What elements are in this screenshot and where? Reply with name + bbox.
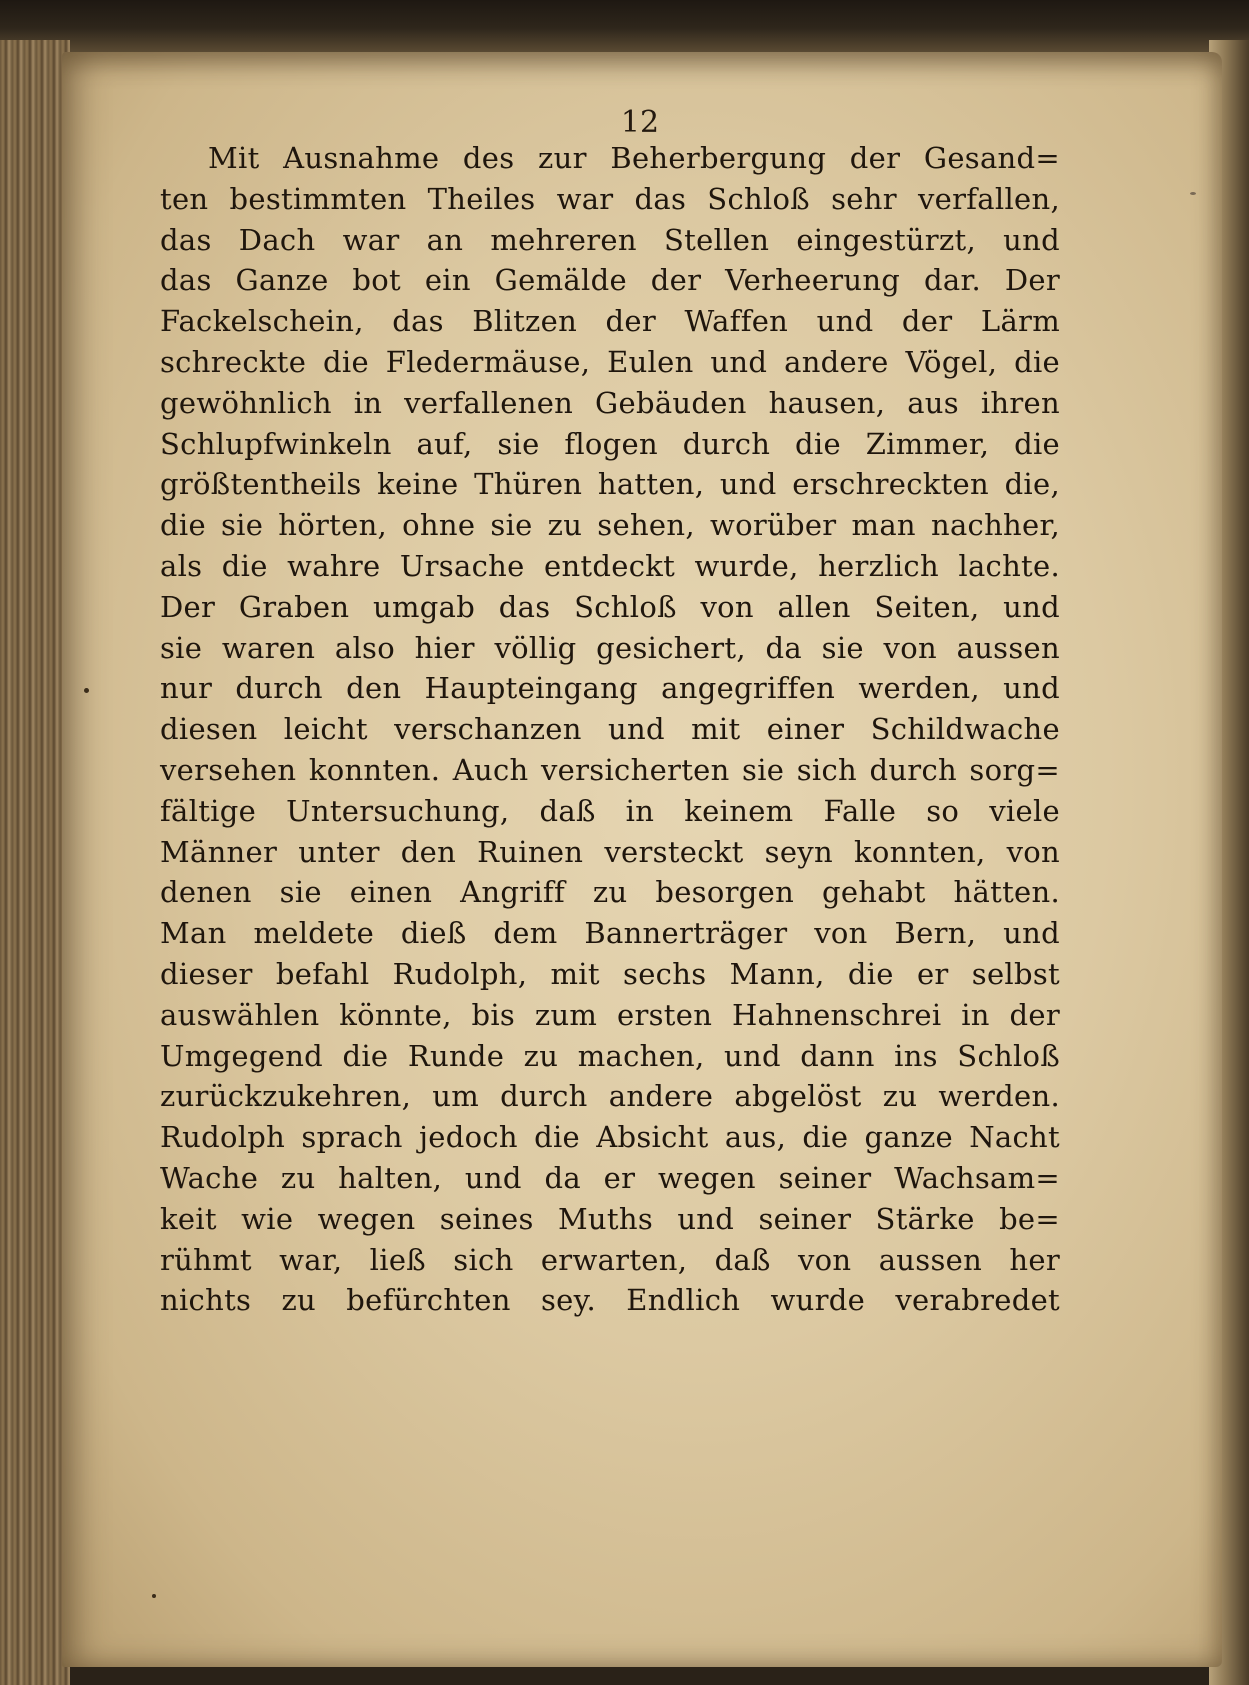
paper-speck <box>84 688 89 693</box>
text-line: denen sie einen Angriff zu besorgen gehabt hätten. <box>160 875 1060 910</box>
text-line: ten bestimmten Theiles war das Schloß sehr verfallen, <box>160 181 1060 216</box>
text-line: nur durch den Haupteingang angegriffen werden, und <box>160 671 1060 706</box>
text-line: dieser befahl Rudolph, mit sechs Mann, die er selbst <box>160 956 1060 991</box>
text-line: zurückzukehren, um durch andere abgelöst zu werden. <box>160 1079 1060 1114</box>
text-line: Man meldete dieß dem Bannerträger von Bern, und <box>160 916 1060 951</box>
text-line: Der Graben umgab das Schloß von allen Seiten, und <box>160 589 1060 624</box>
text-line: Umgegend die Runde zu machen, und dann ins Schloß <box>160 1038 1060 1073</box>
text-line: nichts zu befürchten sey. Endlich wurde verabredet <box>160 1283 1060 1318</box>
text-line: keit wie wegen seines Muths und seiner Stärke be= <box>160 1201 1060 1236</box>
body-text <box>160 138 1060 1321</box>
text-line: Männer unter den Ruinen versteckt seyn konnten, von <box>160 834 1060 869</box>
text-line: auswählen könnte, bis zum ersten Hahnenschrei in der <box>160 997 1060 1032</box>
text-line: sie waren also hier völlig gesichert, da sie von aussen <box>160 630 1060 665</box>
paper-speck <box>1190 192 1196 195</box>
text-line: das Dach war an mehreren Stellen eingestürzt, und <box>160 222 1060 257</box>
text-line: Mit Ausnahme des zur Beherbergung der Gesand= <box>208 141 1060 175</box>
text-line: gewöhnlich in verfallenen Gebäuden hausen, aus ihren <box>160 385 1060 420</box>
text-line: Rudolph sprach jedoch die Absicht aus, die ganze Nacht <box>160 1120 1060 1155</box>
text-line: rühmt war, ließ sich erwarten, daß von aussen her <box>160 1242 1060 1277</box>
text-line: versehen konnten. Auch versicherten sie sich durch sorg= <box>160 752 1060 787</box>
text-line: das Ganze bot ein Gemälde der Verheerung dar. Der <box>160 263 1060 298</box>
text-line: diesen leicht verschanzen und mit einer Schildwache <box>160 712 1060 747</box>
text-line: fältige Untersuchung, daß in keinem Falle so viele <box>160 793 1060 828</box>
book-page-stack-left <box>0 40 70 1685</box>
text-line: Fackelschein, das Blitzen der Waffen und der Lärm <box>160 304 1060 339</box>
paper-speck <box>152 1594 156 1598</box>
page-number: 12 <box>620 105 660 140</box>
text-line: als die wahre Ursache entdeckt wurde, herzlich lachte. <box>160 548 1060 583</box>
text-line: größtentheils keine Thüren hatten, und erschreckten die, <box>160 467 1060 502</box>
text-line: die sie hörten, ohne sie zu sehen, worüber man nachher, <box>160 508 1060 543</box>
text-line: Wache zu halten, und da er wegen seiner Wachsam= <box>160 1160 1060 1195</box>
text-line: schreckte die Fledermäuse, Eulen und andere Vögel, die <box>160 344 1060 379</box>
text-line: Schlupfwinkeln auf, sie flogen durch die Zimmer, die <box>160 426 1060 461</box>
